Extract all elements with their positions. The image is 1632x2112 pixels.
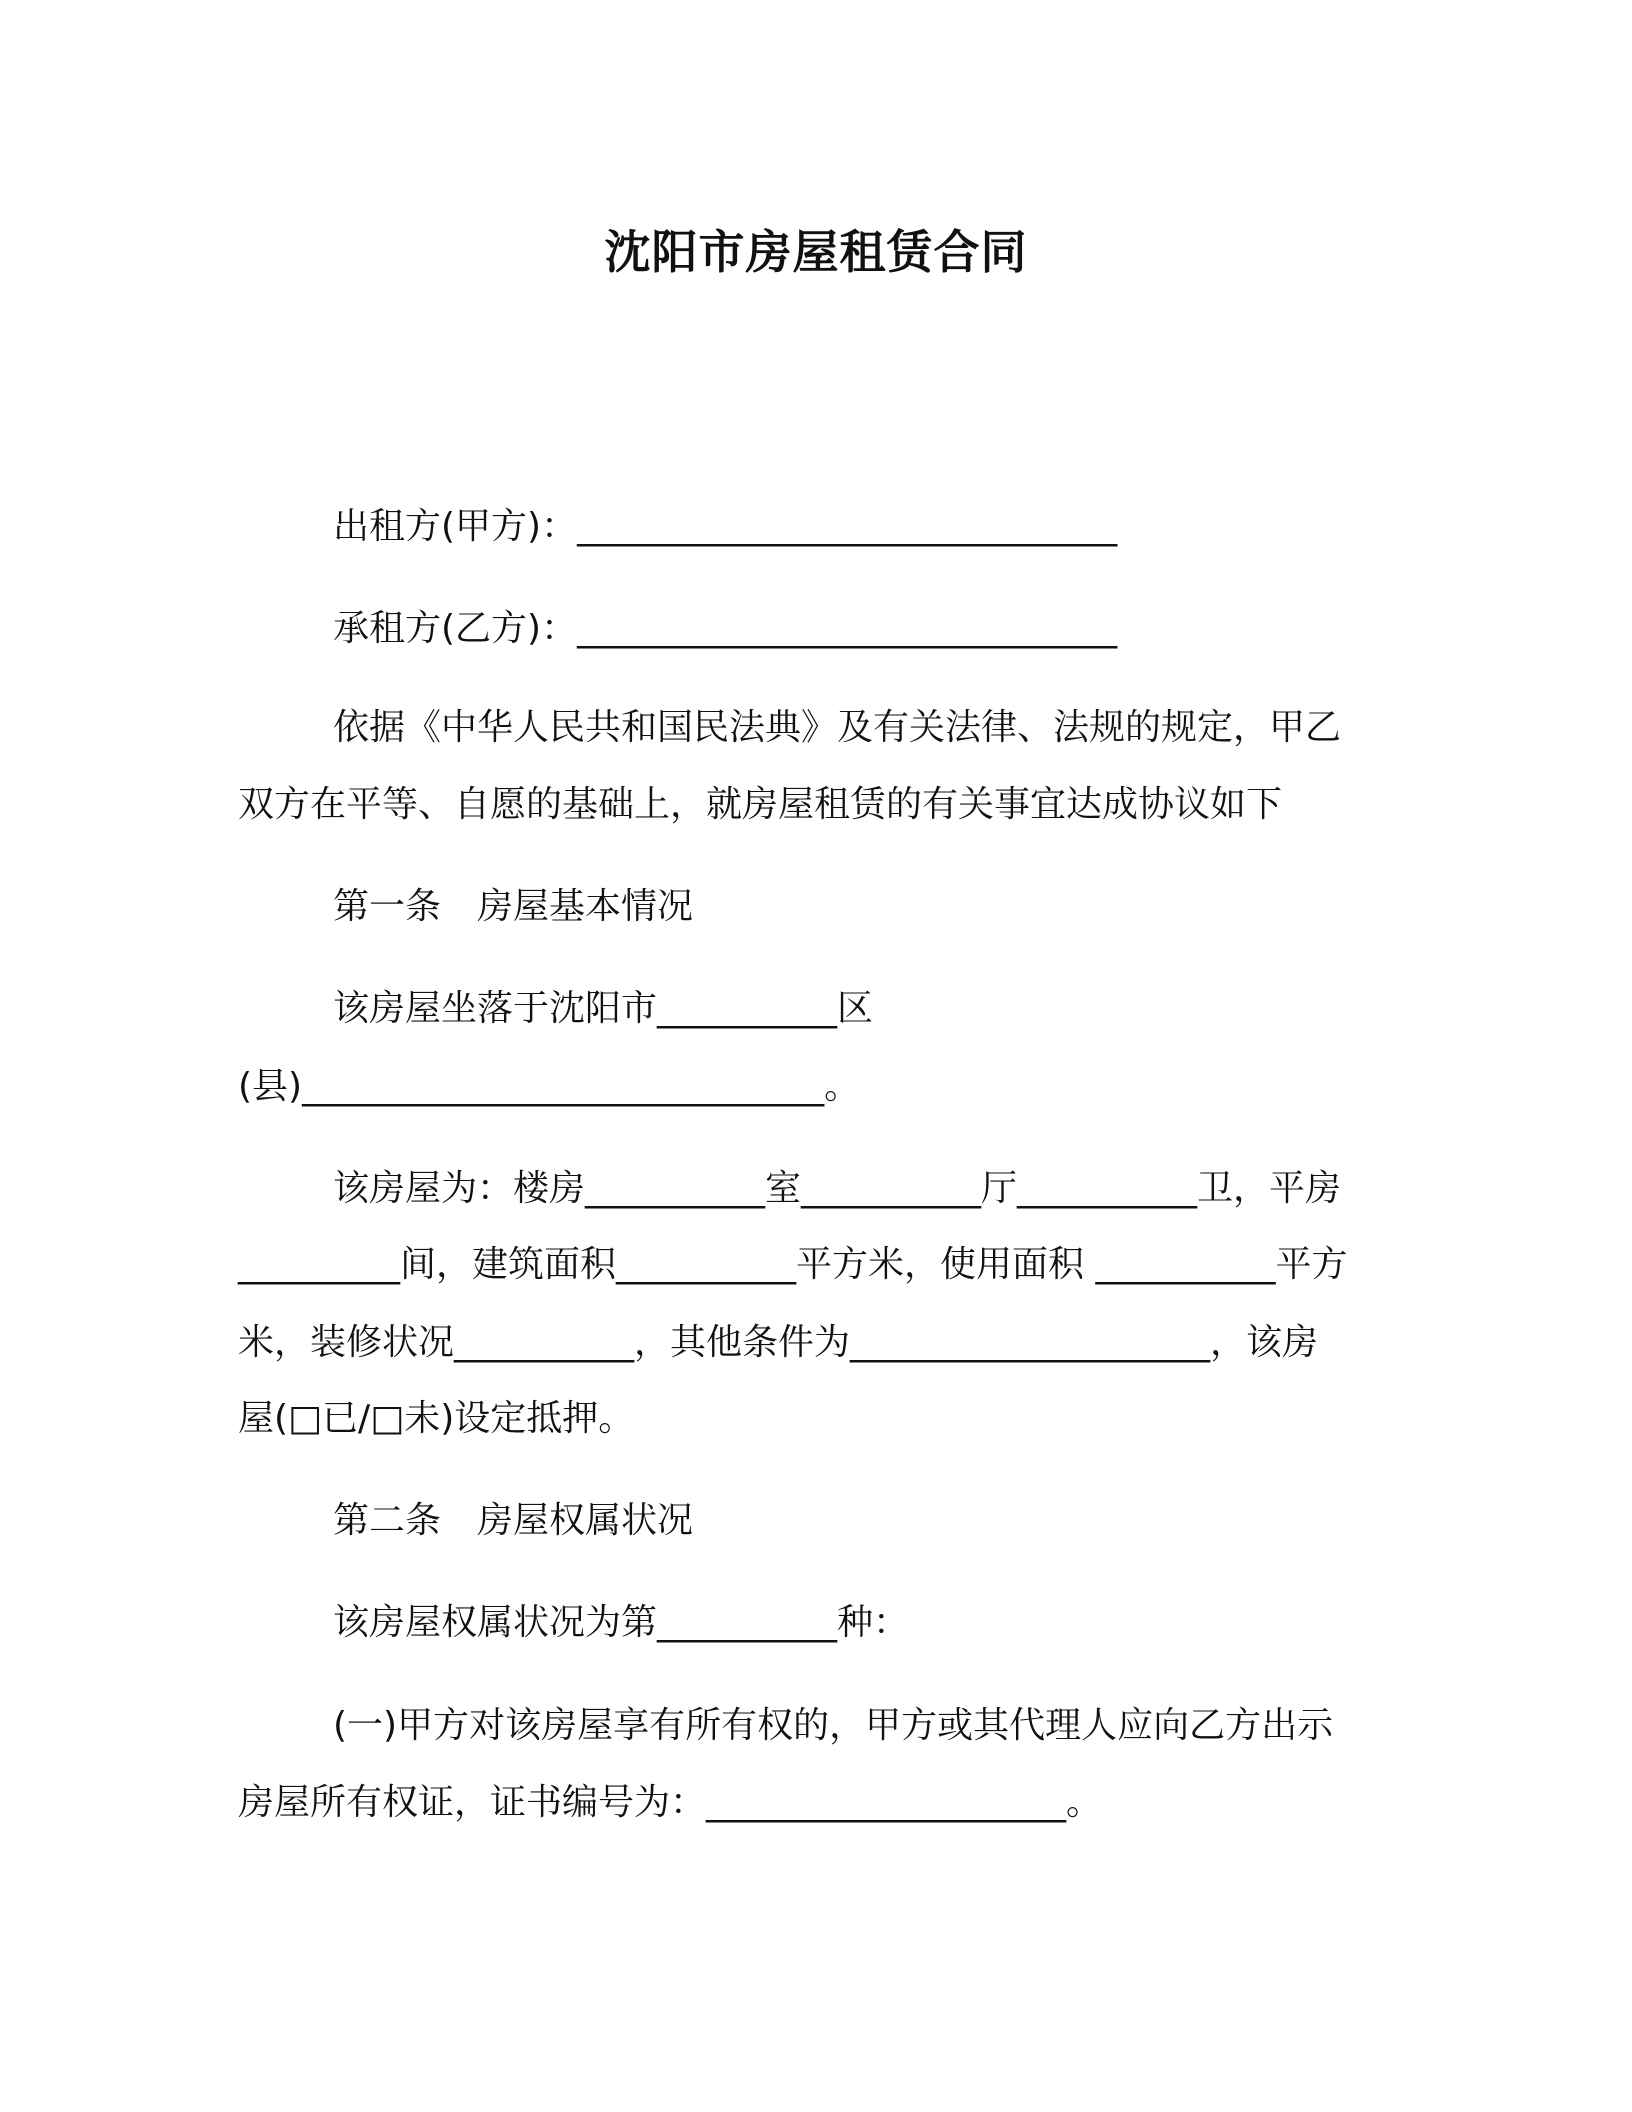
location-line-2: (县)_____________________________。	[238, 1066, 861, 1107]
preamble-line-1: 依据《中华人民共和国民法典》及有关法律、法规的规定，甲乙	[333, 707, 1342, 748]
location-line-1: 该房屋坐落于沈阳市__________区	[333, 988, 874, 1029]
article-1-heading: 第一条 房屋基本情况	[333, 886, 694, 927]
house-desc-line-3: 米，装修状况__________，其他条件为____________________，该房	[238, 1322, 1319, 1363]
article-2-heading: 第二条 房屋权属状况	[333, 1500, 694, 1541]
ownership-clause-line-1: (一)甲方对该房屋享有所有权的，甲方或其代理人应向乙方出示	[333, 1705, 1334, 1746]
house-desc-line-2: _________间，建筑面积__________平方米，使用面积 __________平方	[238, 1244, 1348, 1285]
document-title: 沈阳市房屋租赁合同	[604, 225, 1028, 279]
preamble-line-2: 双方在平等、自愿的基础上，就房屋租赁的有关事宜达成协议如下	[238, 784, 1283, 825]
house-desc-line-4: 屋(□已/□未)设定抵押。	[238, 1398, 635, 1439]
lessee-line: 承租方(乙方)：______________________________	[333, 608, 1118, 649]
house-desc-line-1: 该房屋为：楼房__________室__________厅__________卫，平房	[333, 1168, 1342, 1209]
ownership-type-line: 该房屋权属状况为第__________种：	[333, 1602, 910, 1643]
lessor-line: 出租方(甲方)：______________________________	[333, 506, 1118, 547]
ownership-clause-line-2: 房屋所有权证，证书编号为：____________________。	[238, 1782, 1103, 1823]
